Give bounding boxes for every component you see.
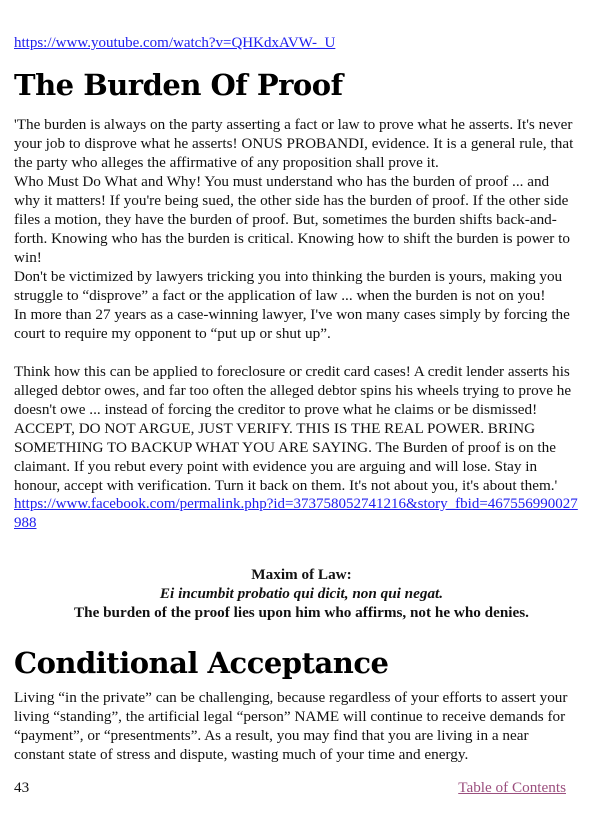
- paragraph: In more than 27 years as a case-winning lawyer, I've won many cases simply by forcing the court to require my opponent to “put up or shut up”.: [14, 306, 570, 342]
- maxim-translation: The burden of the proof lies upon him who affirms, not he who denies.: [74, 604, 529, 621]
- maxim-block: [14, 565, 589, 622]
- youtube-link[interactable]: https://www.youtube.com/watch?v=QHKdxAVW-_U: [14, 35, 336, 51]
- page-number: 43: [14, 779, 30, 796]
- paragraph: ACCEPT, DO NOT ARGUE, JUST VERIFY. THIS IS THE REAL POWER. BRING SOMETHING TO BACKUP WHAT YOU ARE SAYING. The Burden of proof is on the claimant. If you rebut every point with evidence you are arguing and will lose. Stay in honour, accept with verification. Turn it back on them. It's not about you, it's about them.': [14, 420, 558, 494]
- paragraph: 'The burden is always on the party asserting a fact or law to prove what he asserts. It's never your job to disprove what he asserts! ONUS PROBANDI, evidence. It is a general rule, that the party who alleges the affirmative of any proposition shall prove it.: [14, 116, 574, 171]
- maxim-latin: Ei incumbit probatio qui dicit, non qui negat.: [159, 585, 444, 602]
- section-heading-burden-of-proof: The Burden Of Proof: [14, 68, 343, 102]
- section-heading-conditional-acceptance: Conditional Acceptance: [14, 646, 389, 680]
- table-of-contents-link[interactable]: Table of Contents: [458, 779, 566, 796]
- paragraph: Who Must Do What and Why! You must understand who has the burden of proof ... and why it matters! If you're being sued, the other side has the burden of proof. If the other side files a motion, they have the burden of proof. But, sometimes the burden shifts back-and-forth. Knowing who has the burden is critical. Knowing how to shift the burden is power to win!: [14, 173, 570, 266]
- paragraph: Living “in the private” can be challenging, because regardless of your efforts to assert your living “standing”, the artificial legal “person” NAME will continue to receive demands for “payment”, or “presentments”. As a result, you may find that you are living in a near constant state of stress and dispute, wasting much of your time and energy.: [14, 689, 568, 763]
- paragraph: Don't be victimized by lawyers tricking you into thinking the burden is yours, making you struggle to “disprove” a fact or the application of law ... when the burden is not on you!: [14, 268, 563, 304]
- maxim-title: Maxim of Law:: [251, 566, 352, 583]
- facebook-link[interactable]: https://www.facebook.com/permalink.php?id=373758052741216&story_fbid=467556990027988: [14, 496, 578, 531]
- paragraph: Think how this can be applied to foreclosure or credit card cases! A credit lender asserts his alleged debtor owes, and far too often the alleged debtor spins his wheels trying to prove he doesn't owe ... instead of forcing the creditor to prove what he claims or be dismissed!: [14, 363, 572, 418]
